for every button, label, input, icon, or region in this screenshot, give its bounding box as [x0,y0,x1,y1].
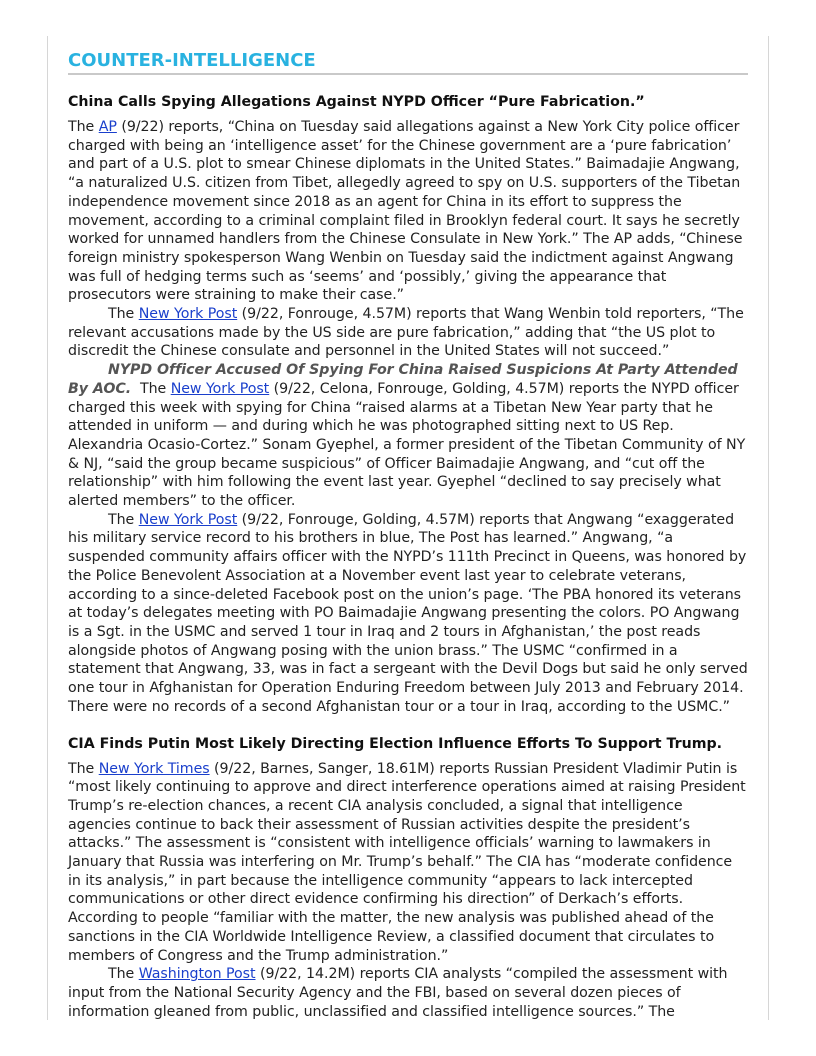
article-headline: CIA Finds Putin Most Likely Directing Election Influence Efforts To Support Trump. [68,735,723,752]
source-link-washington-post[interactable]: Washington Post [138,966,256,983]
source-link-new-york-times[interactable]: New York Times [98,760,210,777]
page-right-rule [768,36,769,1020]
article-paragraph: The New York Times (9/22, Barnes, Sanger, 18.61M) reports Russian President Vladimir Putin is “most likely continuing to approve and direct interference operations aimed at raising President Trump’s re-election chances, a recent CIA analysis concluded, a signal that intelligence agencies continue to back their assessment of Russian activities despite the president’s attacks.” The assessment is “consistent with intelligence officials’ warning to lawmakers in January that Russia was interfering on Mr. Trump’s behalf.” The CIA has “moderate confidence in its analysis,” in part because the intelligence community “appears to lack intercepted communications or other direct evidence confirming his direction” of Derkach’s efforts. According to people “familiar with the matter, the new analysis was published ahead of the sanctions in the CIA Worldwide Intelligence Review, a classified document that circulates to members of Congress and the Trump administration.” [68,760,746,964]
article-paragraph: NYPD Officer Accused Of Spying For China Raised Suspicions At Party Attended By AOC. The New York Post (9/22, Celona, Fonrouge, Golding, 4.57M) reports the NYPD officer charged this week with spying for China “raised alarms at a Tibetan New Year party that he attended in uniform — and during which he was photographed sitting next to US Rep. Alexandria Ocasio-Cortez.” Sonam Gyephel, a former president of the Tibetan Community of NY & NJ, “said the group became suspicious” of Officer Baimadajie Angwang, and “cut off the relationship” with him following the event last year. Gyephel “declined to say precisely what alerted members” to the officer. [68,362,746,510]
source-link-new-york-post[interactable]: New York Post [138,511,238,528]
article-paragraph: The AP (9/22) reports, “China on Tuesday said allegations against a New York City police officer charged with being an ‘intelligence asset’ for the Chinese government are a ‘pure fabrication’ and part of a U.S. plot to smear Chinese diplomats in the United States.” Baimadajie Angwang, “a naturalized U.S. citizen from Tibet, allegedly agreed to spy on U.S. supporters of the Tibetan independence movement since 2018 as an agent for China in its effort to suppress the movement, according to a criminal complaint filed in Brooklyn federal court. It says he secretly worked for unnamed handlers from the Chinese Consulate in New York.” The AP adds, “Chinese foreign ministry spokesperson Wang Wenbin on Tuesday said the indictment against Angwang was full of hedging terms such as ‘seems’ and ‘possibly,’ giving the appearance that prosecutors were straining to make their case.” [68,119,743,304]
article [68,92,748,717]
page-left-rule [47,36,48,1020]
source-link-new-york-post[interactable]: New York Post [138,306,238,323]
article-paragraph: The New York Post (9/22, Fonrouge, Golding, 4.57M) reports that Angwang “exaggerated his military service record to his brothers in blue, The Post has learned.” Angwang, “a suspended community affairs officer with the NYPD’s 111th Precinct in Queens, was honored by the Police Benevolent Association at a November event last year to celebrate veterans, according to a since-deleted Facebook post on the union’s page. ‘The PBA honored its veterans at today’s delegates meeting with PO Baimadajie Angwang presenting the colors. PO Angwang is a Sgt. in the USMC and served 1 tour in Iraq and 2 tours in Afghanistan,’ the post reads alongside photos of Angwang posing with the union brass.” The USMC “confirmed in a statement that Angwang, 33, was in fact a sergeant with the Devil Dogs but said he only served one tour in Afghanistan for Operation Enduring Freedom between July 2013 and February 2014. There were no records of a second Afghanistan tour or a tour in Iraq, according to the USMC.” [68,511,748,715]
source-link-ap[interactable]: AP [98,119,117,135]
section-title: COUNTER-INTELLIGENCE [68,50,748,75]
article-paragraph: The New York Post (9/22, Fonrouge, 4.57M) reports that Wang Wenbin told reporters, “The relevant accusations made by the US side are pure fabrication,” adding that “the US plot to discredit the Chinese consulate and personnel in the United States will not succeed.” [68,306,744,360]
article-subheadline: NYPD Officer Accused Of Spying For China Raised Suspicions At Party Attended By AOC. [68,362,738,397]
article [68,734,748,1022]
article-headline: China Calls Spying Allegations Against NYPD Officer “Pure Fabrication.” [68,94,645,110]
document-body [68,50,748,1021]
article-paragraph: The Washington Post (9/22, 14.2M) reports CIA analysts “compiled the assessment with input from the National Security Agency and the FBI, based on several dozen pieces of information gleaned from public, unclassified and classified intelligence sources.” The [68,966,728,1020]
source-link-new-york-post[interactable]: New York Post [170,380,270,397]
